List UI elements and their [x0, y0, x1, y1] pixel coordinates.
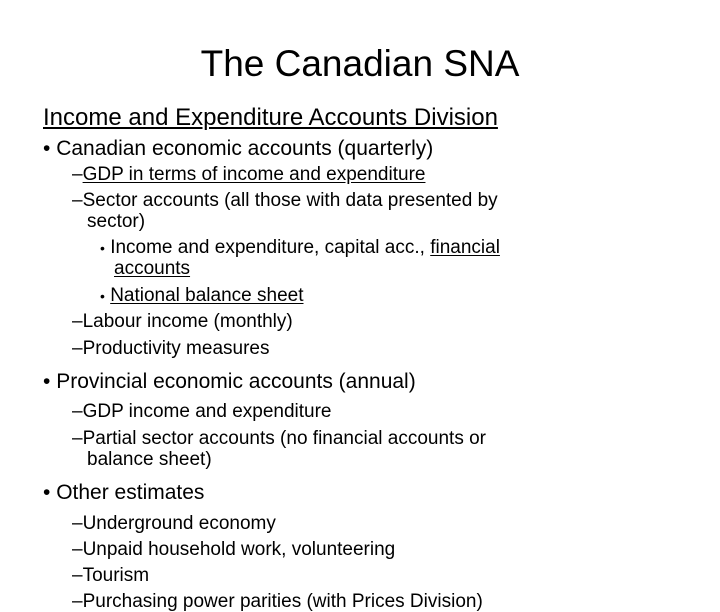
dash-item-partial-sector-cont: balance sheet) [87, 449, 212, 470]
dash-label: Tourism [82, 565, 150, 586]
slide-title: The Canadian SNA [200, 43, 520, 84]
dash-item-productivity [72, 338, 269, 359]
dash-label: GDP in terms of income and expenditure [82, 164, 426, 185]
sub-item-national-balance-sheet [100, 285, 304, 307]
dash-label: Purchasing power parities (with Prices Division) [82, 591, 483, 612]
financial-link: financial [430, 237, 500, 258]
dash-item-labour-income [72, 311, 293, 332]
section-heading: Income and Expenditure Accounts Division [43, 104, 498, 131]
dash-item-sector-accounts [72, 190, 498, 211]
dash-glyph: – [72, 401, 83, 422]
bullet-provincial-accounts [43, 369, 416, 395]
bullet-label: Provincial economic accounts (annual) [56, 370, 416, 393]
bullet-label: Canadian economic accounts (quarterly) [56, 137, 434, 160]
bullet-other-estimates [43, 480, 204, 506]
sub-bullet-glyph: • [100, 240, 105, 256]
dash-glyph: – [72, 539, 83, 560]
dash-item-sector-accounts-cont: sector) [87, 211, 146, 232]
dash-glyph: – [72, 428, 83, 449]
dash-label: Productivity measures [82, 338, 270, 359]
bullet-glyph: • [43, 137, 51, 160]
sub-label: National balance sheet [110, 285, 304, 306]
dash-glyph: – [72, 513, 83, 534]
dash-label: GDP income and expenditure [82, 401, 332, 422]
dash-label: Labour income (monthly) [82, 311, 293, 332]
sub-label: Income and expenditure, capital acc., [110, 237, 431, 258]
dash-item-ppp [72, 591, 483, 612]
dash-item-gdp-income [72, 401, 332, 422]
dash-glyph: – [72, 338, 83, 359]
bullet-glyph: • [43, 481, 51, 504]
dash-glyph: – [72, 190, 83, 211]
bullet-glyph: • [43, 370, 51, 393]
sub-bullet-glyph: • [100, 288, 105, 304]
dash-item-unpaid-work [72, 539, 395, 560]
dash-glyph: – [72, 164, 83, 185]
dash-item-partial-sector [72, 428, 486, 449]
dash-item-gdp-income-expenditure [72, 164, 425, 185]
dash-label: Partial sector accounts (no financial accounts or [82, 428, 487, 449]
dash-glyph: – [72, 591, 83, 612]
dash-label: Unpaid household work, volunteering [82, 539, 396, 560]
dash-label: Underground economy [82, 513, 276, 534]
dash-item-underground [72, 513, 276, 534]
dash-glyph: – [72, 565, 83, 586]
sub-item-income-capital-cont: accounts [114, 258, 191, 279]
dash-glyph: – [72, 311, 83, 332]
bullet-canadian-accounts [43, 136, 433, 162]
dash-label: Sector accounts (all those with data presented by [82, 190, 498, 211]
dash-item-tourism [72, 565, 149, 586]
sub-item-income-capital [100, 237, 500, 259]
bullet-label: Other estimates [56, 481, 205, 504]
